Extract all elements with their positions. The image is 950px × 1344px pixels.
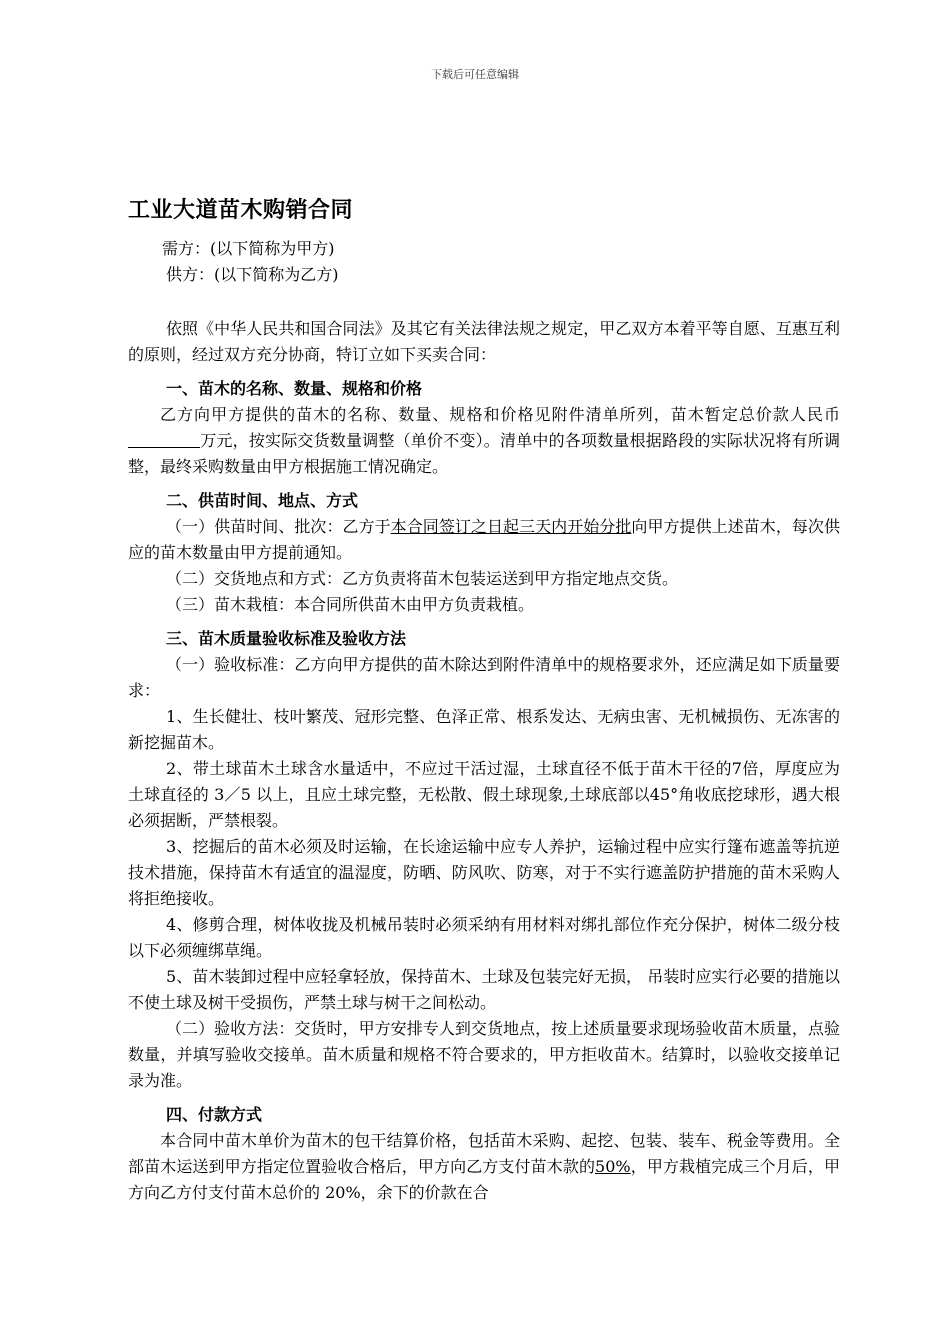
section-2-item-2: （二）交货地点和方式：乙方负责将苗木包装运送到甲方指定地点交货。 <box>166 569 679 588</box>
section-1-text-b: 万元，按实际交货数量调整（单价不变）。清单中的各项数量根据路段的实际状况将有所调整，最终采购数量由甲方根据施工情况确定。 <box>128 431 840 476</box>
section-2-item-1-underlined: 本合同签订之日起三天内开始分批 <box>390 517 632 536</box>
section-2-heading: 二、供苗时间、地点、方式 <box>166 491 359 510</box>
section-3-method: （二）验收方法：交货时，甲方安排专人到交货地点，按上述质量要求现场验收苗木质量，点验数量，并填写验收交接单。苗木质量和规格不符合要求的，甲方拒收苗木。结算时，以验收交接单记录为准。 <box>128 1019 840 1090</box>
section-2-item-3: （三）苗木栽植：本合同所供苗木由甲方负责栽植。 <box>166 595 535 614</box>
section-4-percent: 50% <box>595 1157 631 1176</box>
buyer-party: 需方：(以下简称为甲方) <box>162 239 335 258</box>
section-3-req-5: 5、苗木装卸过程中应轻拿轻放，保持苗木、土球及包装完好无损， 吊装时应实行必要的措施以不使土球及树干受损伤，严禁土球与树干之间松动。 <box>128 967 840 1012</box>
section-4-heading: 四、付款方式 <box>166 1105 263 1124</box>
section-2-item-1-a: （一）供苗时间、批次：乙方于 <box>166 517 391 536</box>
header-note: 下载后可任意编辑 <box>431 68 519 81</box>
section-3-req-2: 2、带土球苗木土球含水量适中，不应过干活过湿，土球直径不低于苗木干径的7倍，厚度应为土球直径的 3／5 以上，且应土球完整，无松散、假土球现象,土球底部以45°角收底挖球形，遇大根必须据断，严禁根裂。 <box>128 759 840 830</box>
section-2-item-1-b: 向甲方提供上述苗木，每次供应的苗木数量由甲方提前通知。 <box>128 517 840 562</box>
section-3-req-4: 4、修剪合理，树体收拢及机械吊装时必须采纳有用材料对绑扎部位作充分保护，树体二级分枝以下必须缠绑草绳。 <box>128 915 840 960</box>
preamble: 依照《中华人民共和国合同法》及其它有关法律法规之规定，甲乙双方本着平等自愿、互惠互利的原则，经过双方充分协商，特订立如下买卖合同： <box>128 319 840 364</box>
section-3-heading: 三、苗木质量验收标准及验收方法 <box>166 629 407 648</box>
document-body <box>128 196 840 1206</box>
section-3-req-3: 3、挖掘后的苗木必须及时运输，在长途运输中应专人养护，运输过程中应实行篷布遮盖等抗逆技术措施，保持苗木有适宜的温湿度，防晒、防风吹、防寒，对于不实行遮盖防护措施的苗木采购人将拒绝接收。 <box>128 837 840 908</box>
section-4-text <box>128 1128 840 1206</box>
section-1-heading: 一、苗木的名称、数量、规格和价格 <box>166 379 423 398</box>
section-1-text <box>128 402 840 480</box>
spacer <box>128 288 840 316</box>
page-title: 工业大道苗木购销合同 <box>128 198 354 223</box>
amount-blank <box>128 431 200 448</box>
section-4-text-b: ，甲方栽植完成三个月后，甲方向乙方付支付苗木总价的 20%，余下的价款在合 <box>128 1157 840 1202</box>
section-3-intro: （一）验收标准：乙方向甲方提供的苗木除达到附件清单中的规格要求外，还应满足如下质量要求： <box>128 655 840 700</box>
section-4-text-a: 本合同中苗木单价为苗木的包干结算价格，包括苗木采购、起挖、包装、装车、税金等费用。全部苗木运送到甲方指定位置验收合格后，甲方向乙方支付苗木款的 <box>128 1131 840 1176</box>
section-1-text-a: 乙方向甲方提供的苗木的名称、数量、规格和价格见附件清单所列，苗木暂定总价款人民币 <box>160 405 840 424</box>
section-3-req-1: 1、生长健壮、枝叶繁茂、冠形完整、色泽正常、根系发达、无病虫害、无机械损伤、无冻害的新挖掘苗木。 <box>128 707 840 752</box>
section-2-item-1 <box>128 514 840 566</box>
seller-party: 供方：(以下简称为乙方) <box>166 265 339 284</box>
